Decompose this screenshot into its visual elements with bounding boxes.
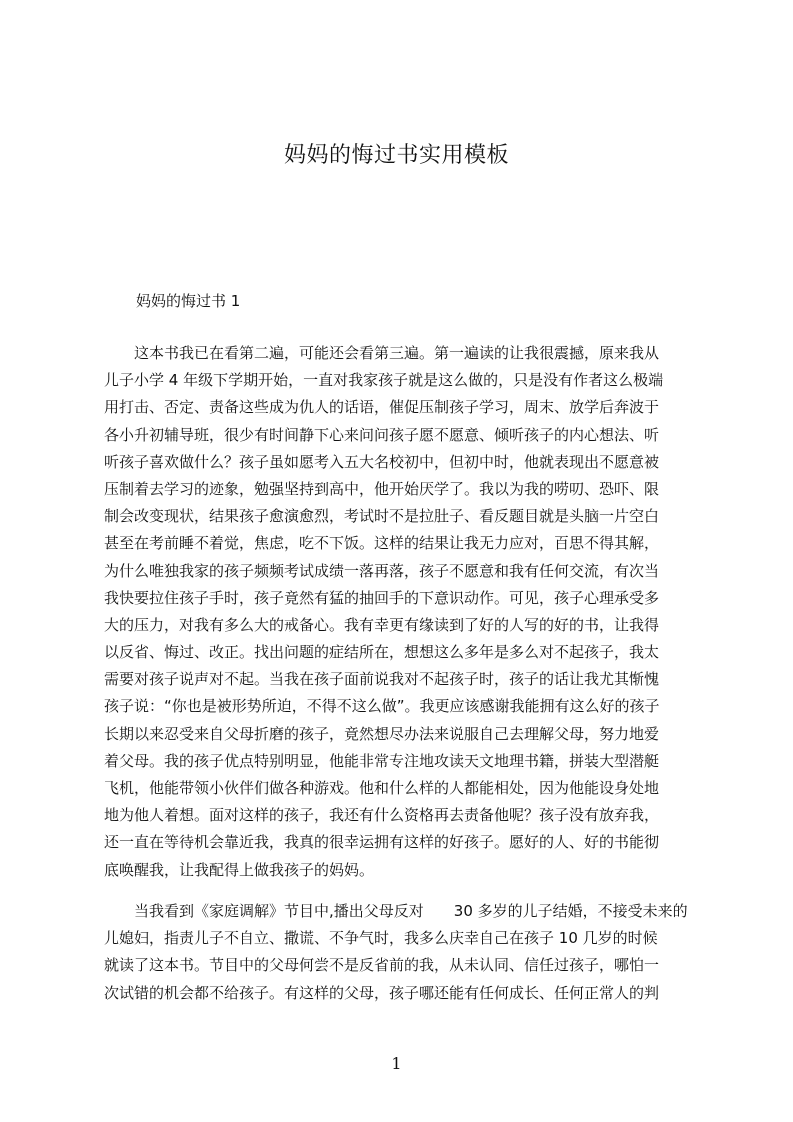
- text-line: 就读了这本书。节目中的父母何尝不是反省前的我，从未认同、信任过孩子，哪怕一: [104, 956, 660, 975]
- text-line: 次试错的机会都不给孩子。有这样的父母，孩子哪还能有任何成长、任何正常人的判: [104, 983, 660, 1002]
- text-line: 我快要拉住孩子手时，孩子竟然有猛的抽回手的下意识动作。可见，孩子心理承受多: [104, 588, 660, 607]
- text-line: 大的压力，对我有多么大的戒备心。我有幸更有缘读到了好的人写的好的书，让我得: [104, 615, 660, 634]
- text-line: 各小升初辅导班，很少有时间静下心来问问孩子愿不愿意、倾听孩子的内心想法、听: [104, 425, 660, 444]
- text-line: 还一直在等待机会靠近我，我真的很幸运拥有这样的好孩子。愿好的人、好的书能彻: [104, 833, 660, 852]
- text-line: 需要对孩子说声对不起。当我在孩子面前说我对不起孩子时，孩子的话让我尤其惭愧: [104, 670, 660, 689]
- text-line: 用打击、否定、责备这些成为仇人的话语，催促压制孩子学习，周末、放学后奔波于: [104, 398, 660, 417]
- text-line: 为什么唯独我家的孩子频频考试成绩一落再落，孩子不愿意和我有任何交流，有次当: [104, 561, 660, 580]
- text-line: 儿子小学 4 年级下学期开始，一直对我家孩子就是这么做的，只是没有作者这么极端: [104, 371, 664, 390]
- paragraph-1: [104, 340, 698, 884]
- text-line: 制会改变现状，结果孩子愈演愈烈，考试时不是拉肚子、看反题目就是头脑一片空白: [104, 507, 660, 526]
- text-line: 飞机，他能带领小伙伴们做各种游戏。他和什么样的人都能相处，因为他能设身处地: [104, 779, 660, 797]
- text-line: 儿媳妇，指责儿子不自立、撒谎、不争气时，我多么庆幸自己在孩子 10 几岁的时候: [104, 929, 658, 948]
- text-line: 长期以来忍受来自父母折磨的孩子，竟然想尽办法来说服自己去理解父母，努力地爱: [104, 724, 660, 743]
- text-line: 着父母。我的孩子优点特别明显，他能非常专注地攻读天文地理书籍，拼装大型潜艇: [104, 751, 660, 770]
- section-heading: 妈妈的悔过书 1: [136, 292, 241, 310]
- text-line: 孩子说：“你也是被形势所迫，不得不这么做”。我更应该感谢我能拥有这么好的孩子: [104, 697, 660, 716]
- text-line: 以反省、悔过、改正。找出问题的症结所在，想想这么多年是多么对不起孩子，我太: [104, 643, 660, 662]
- text-line: 地为他人着想。面对这样的孩子，我还有什么资格再去责备他呢？孩子没有放弃我，: [104, 806, 660, 825]
- page-number: 1: [391, 1054, 402, 1073]
- text-line: 这本书我已在看第二遍，可能还会看第三遍。第一遍读的让我很震撼，原来我从: [104, 344, 660, 362]
- text-line: 底唤醒我，让我配得上做我孩子的妈妈。: [104, 860, 375, 879]
- document-title: 妈妈的悔过书实用模板: [283, 143, 509, 168]
- text-line: 甚至在考前睡不着觉，焦虑，吃不下饭。这样的结果让我无力应对，百思不得其解，: [104, 534, 660, 553]
- text-line: 当我看到《家庭调解》节目中,播出父母反对 30 多岁的儿子结婚，不接受未来的: [104, 902, 688, 920]
- text-line: 听孩子喜欢做什么？孩子虽如愿考入五大名校初中，但初中时，他就表现出不愿意被: [104, 452, 660, 471]
- paragraph-2: [104, 898, 698, 1007]
- text-line: 压制着去学习的迹象，勉强坚持到高中，他开始厌学了。我以为我的唠叨、恐吓、限: [104, 479, 660, 498]
